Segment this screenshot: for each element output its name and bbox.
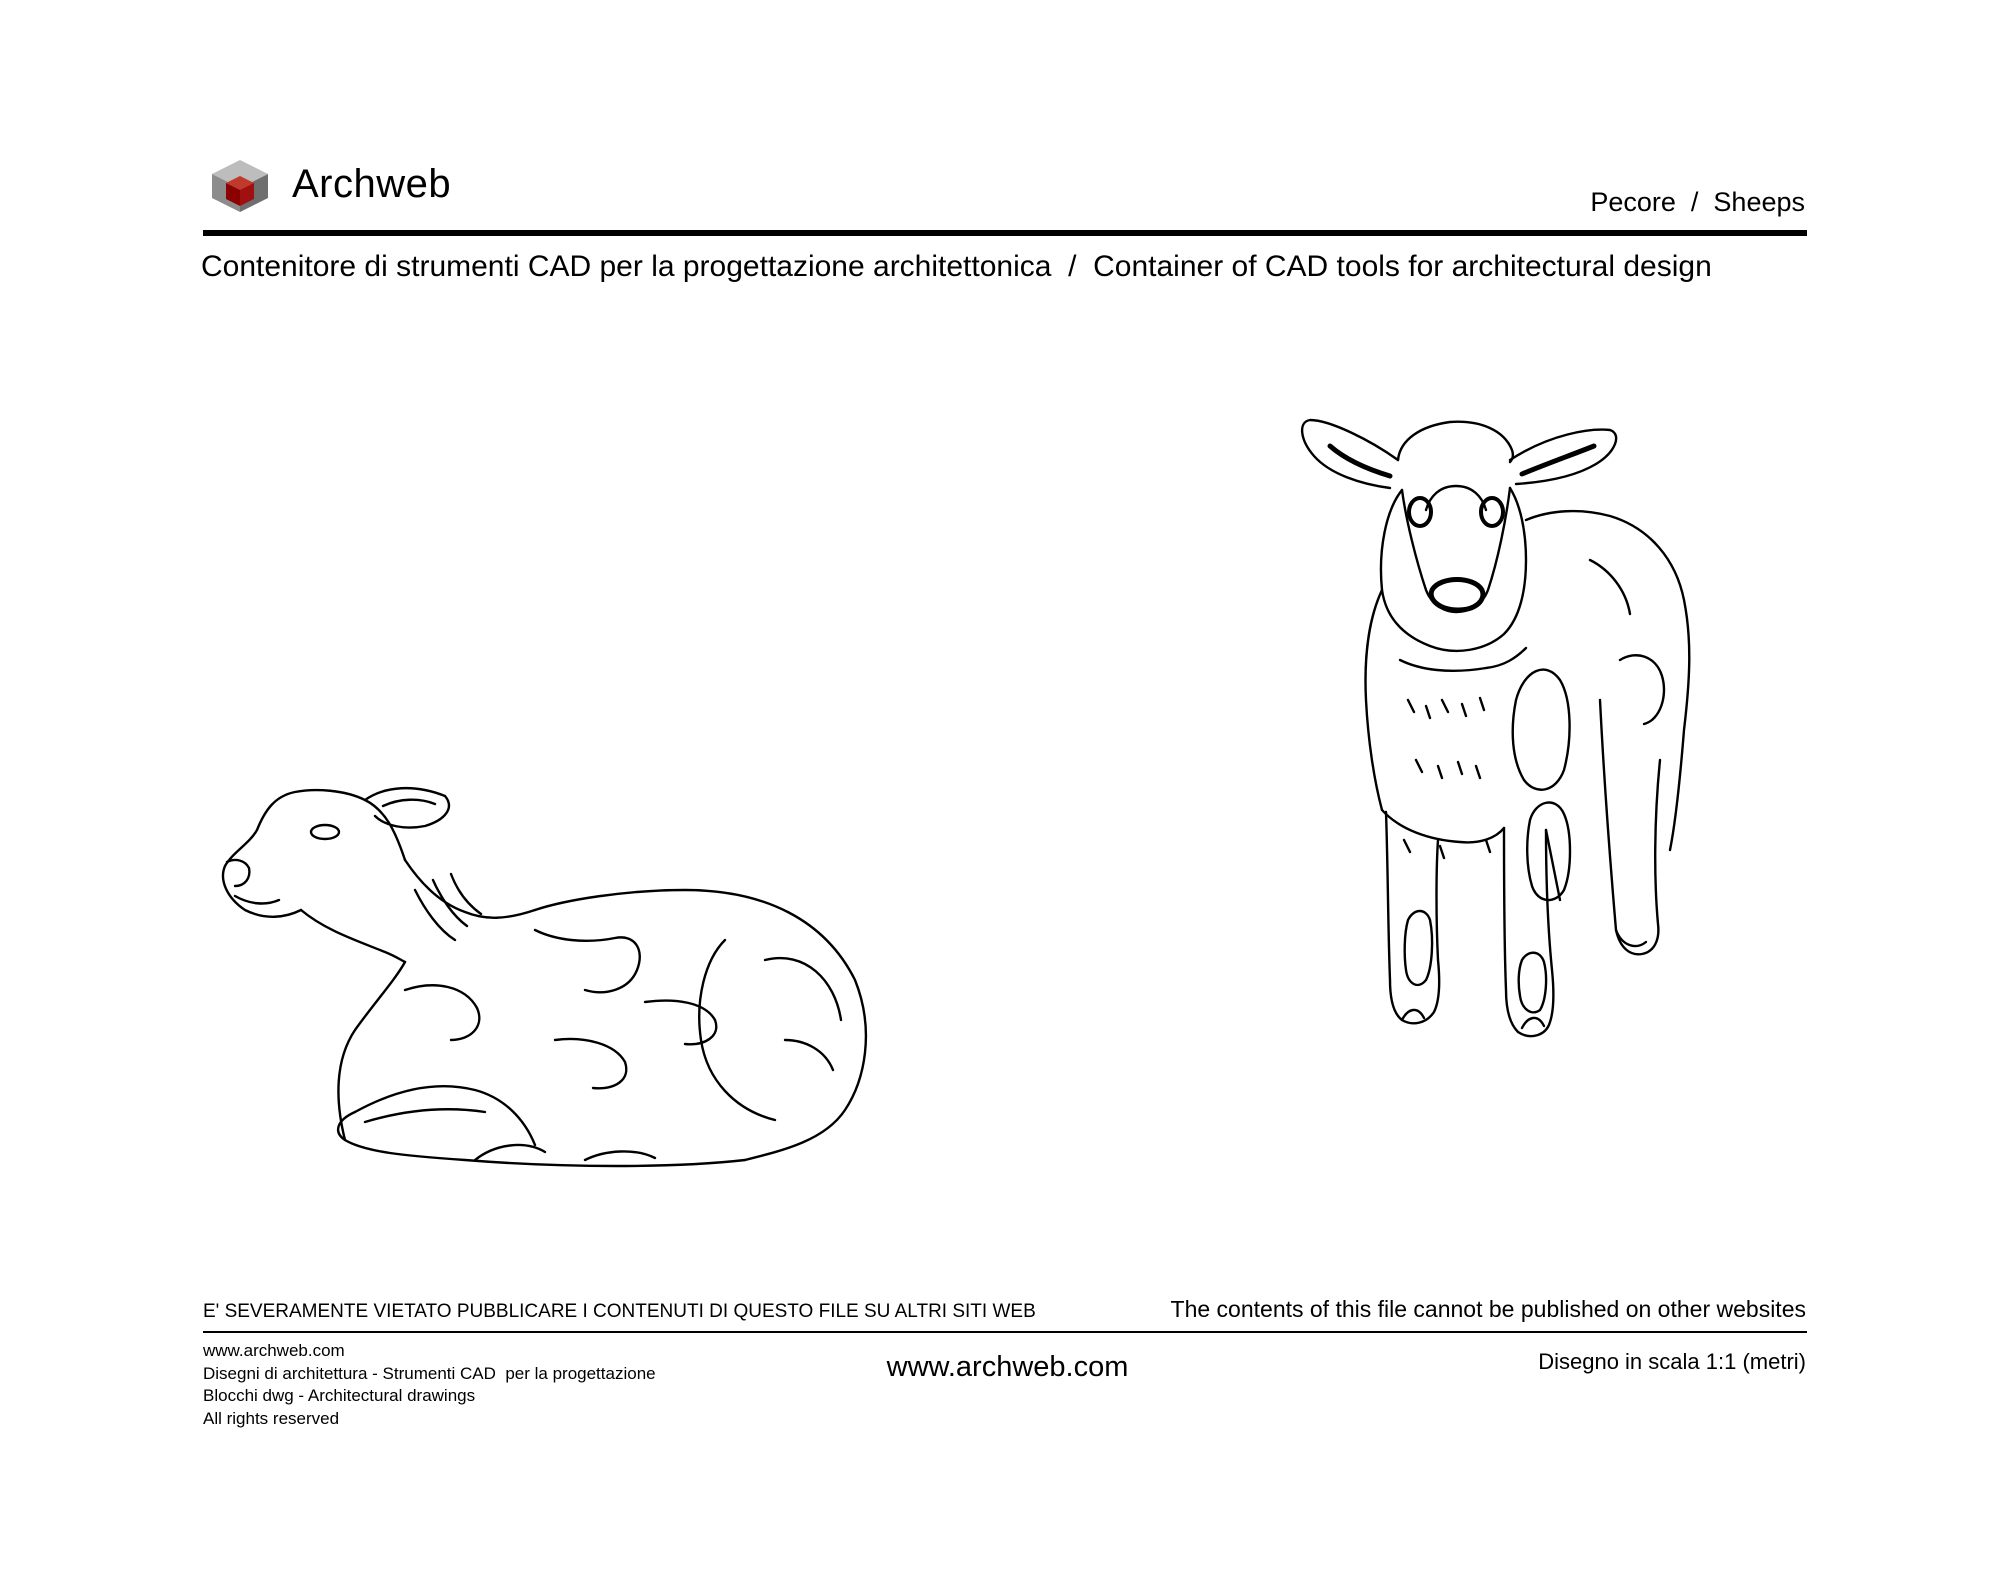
category-title: Pecore / Sheeps: [1590, 187, 1805, 217]
footer-info-line[interactable]: www.archweb.com: [203, 1341, 345, 1360]
sheep-standing-drawing: [1290, 400, 1810, 1220]
scale-note: Disegno in scala 1:1 (metri): [1538, 1349, 1806, 1374]
tagline: Contenitore di strumenti CAD per la progettazione architettonica / Container of CAD tools for architectural design: [201, 250, 1712, 283]
sheep-lying-drawing: [205, 740, 1035, 1210]
footer-divider: [203, 1331, 1807, 1333]
header-divider: [203, 230, 1807, 236]
footer-website-link[interactable]: www.archweb.com: [886, 1351, 1129, 1383]
footer-info-line: Disegni di architettura - Strumenti CAD per la progettazione: [203, 1363, 656, 1383]
copyright-warning-italian: E' SEVERAMENTE VIETATO PUBBLICARE I CONTENUTI DI QUESTO FILE SU ALTRI SITI WEB: [203, 1301, 1036, 1322]
footer-info-line: Blocchi dwg - Architectural drawings: [203, 1386, 476, 1405]
copyright-warning-english: The contents of this file cannot be published on other websites: [1170, 1296, 1806, 1322]
footer-info-line: All rights reserved: [203, 1408, 340, 1428]
brand-name: Archweb: [292, 162, 452, 206]
archweb-logo-icon: [208, 158, 272, 214]
